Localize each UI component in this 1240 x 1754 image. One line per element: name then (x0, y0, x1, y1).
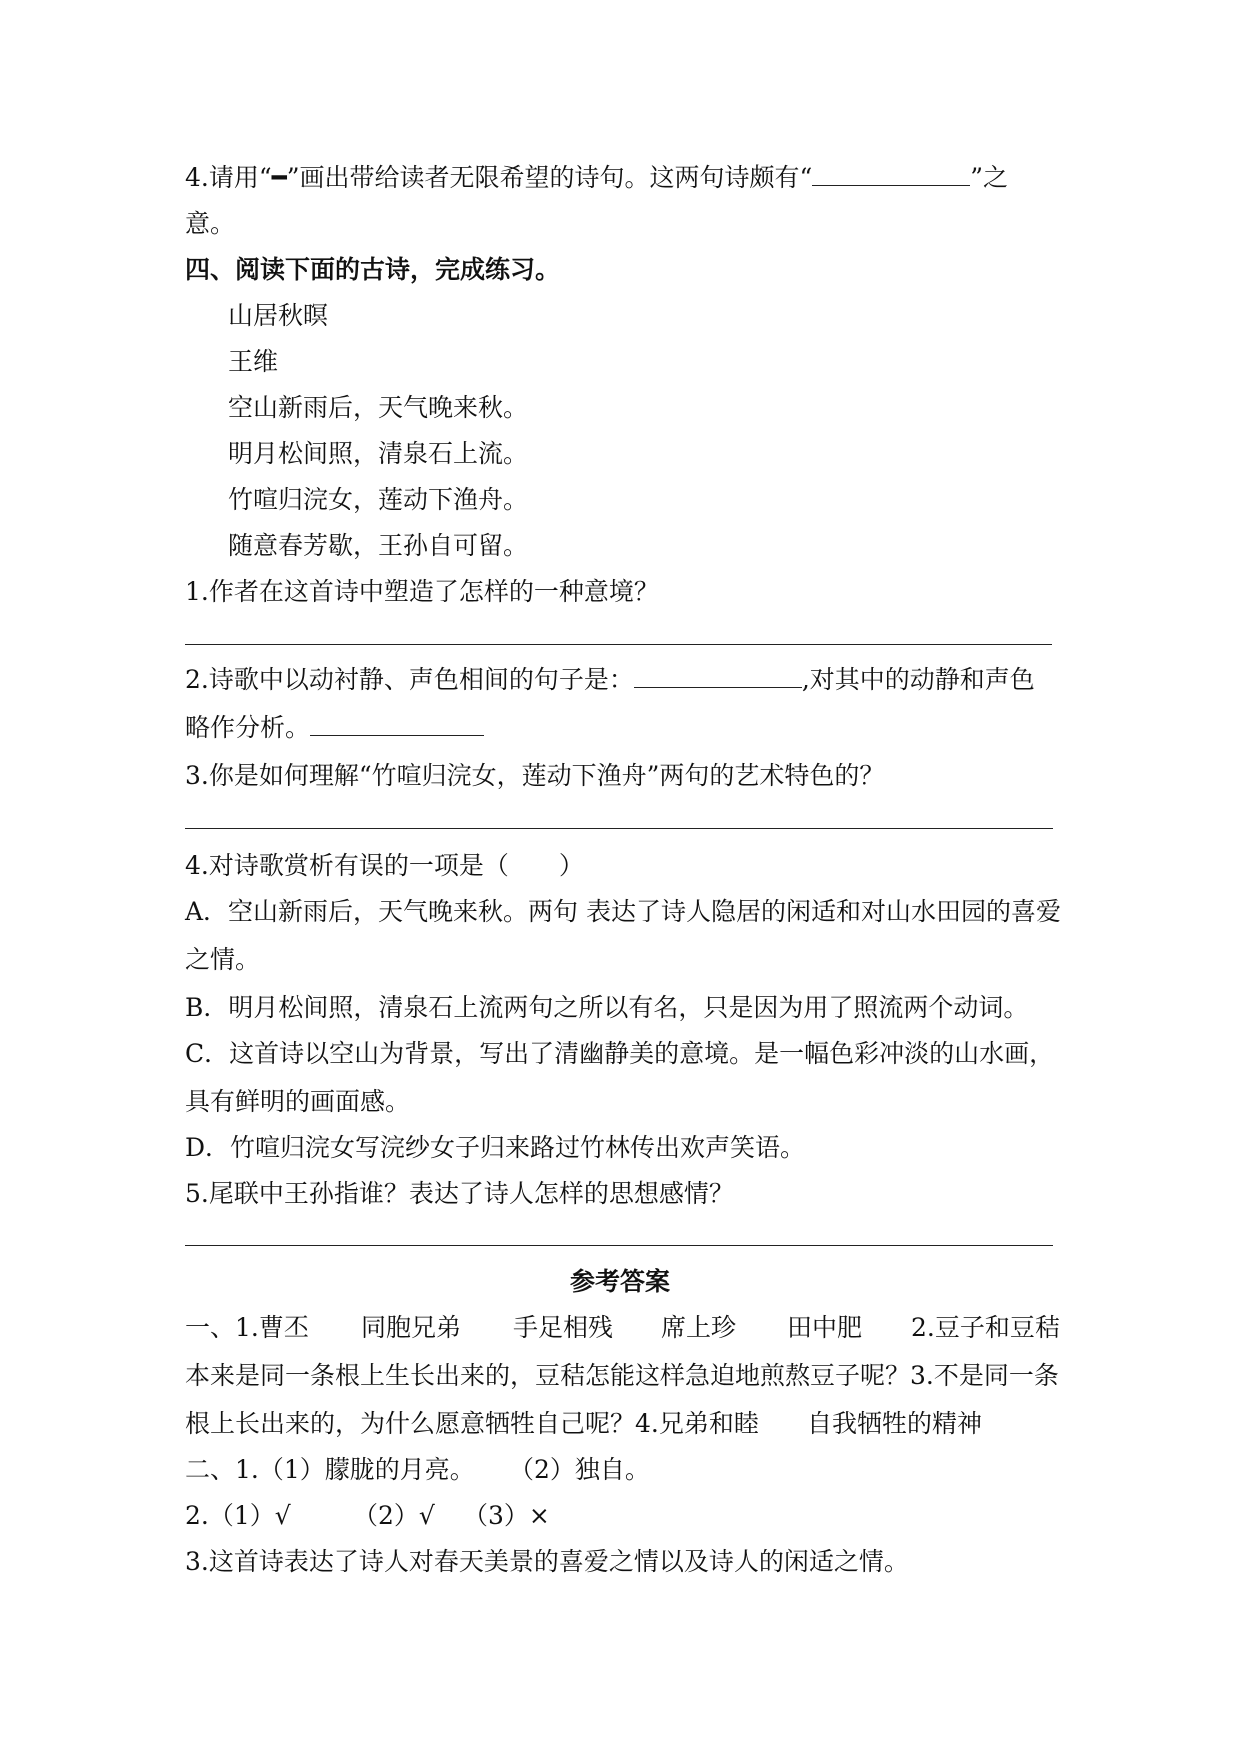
answer-1-part-4: 席上珍 (661, 1313, 737, 1342)
q2-answer-blank-1[interactable] (634, 665, 802, 688)
poem-line-3: 竹喧归浣女，莲动下渔舟。 (228, 485, 529, 514)
answer-2-item-1 (185, 1454, 650, 1486)
poem-title: 山居秋暝 (228, 301, 329, 330)
answer-1-part-3: 手足相残 (513, 1313, 614, 1342)
answer-line-q5[interactable] (185, 1245, 1053, 1246)
answer-2-item-2 (185, 1500, 550, 1532)
question-3: 3.你是如何理解“竹喧归浣女，莲动下渔舟”两句的艺术特色的？ (185, 761, 885, 790)
option-c-line2: 具有鲜明的画面感。 (185, 1087, 411, 1116)
answer-2-1-part-2: （2）独自。 (509, 1455, 650, 1484)
q4-text-end: ”之 (970, 163, 1009, 192)
answer-2-item-3: 3.这首诗表达了诗人对春天美景的喜爱之情以及诗人的闲适之情。 (185, 1547, 909, 1576)
q4-text-middle: ”画出带给读者无限希望的诗句。这两句诗颇有“ (286, 163, 813, 192)
option-a-line1: A．空山新雨后，天气晚来秋。两句 表达了诗人隐居的闲适和对山水田园的喜爱 (185, 897, 1062, 926)
answer-2-2-part-3: （3）× (463, 1501, 550, 1530)
question-2-line1 (185, 664, 1035, 696)
poem-line-1: 空山新雨后，天气晚来秋。 (228, 393, 529, 422)
poem-line-2: 明月松间照，清泉石上流。 (228, 439, 529, 468)
poem-author: 王维 (228, 347, 279, 376)
question-4: 4.对诗歌赏析有误的一项是（ ） (185, 851, 584, 880)
option-b: B．明月松间照，清泉石上流两句之所以有名，只是因为用了照流两个动词。 (185, 993, 1029, 1022)
answer-1-line3-start: 根上长出来的，为什么愿意牺牲自己呢？4.兄弟和睦 (185, 1409, 759, 1438)
option-c-line1: C．这首诗以空山为背景，写出了清幽静美的意境。是一幅色彩冲淡的山水画， (185, 1039, 1055, 1068)
answer-2-2-part-2: （2）√ (353, 1501, 435, 1530)
part3-question-4-line1 (185, 162, 1008, 194)
q2-text-end: ,对其中的动静和声色 (801, 665, 1035, 694)
answer-line-q1[interactable] (185, 644, 1052, 645)
answer-1-part-2: 同胞兄弟 (361, 1313, 462, 1342)
part3-question-4-line2: 意。 (185, 209, 236, 238)
answer-2-2-part-1: 2.（1）√ (185, 1501, 291, 1530)
question-2-line2 (185, 712, 484, 744)
section-4-heading: 四、阅读下面的古诗，完成练习。 (185, 255, 561, 284)
poem-line-4: 随意春芳歇，王孙自可留。 (228, 531, 529, 560)
question-1: 1.作者在这首诗中塑造了怎样的一种意境？ (185, 577, 659, 606)
q4-answer-blank[interactable] (812, 163, 970, 186)
answer-1-line3-end: 自我牺牲的精神 (807, 1409, 983, 1438)
answer-line-q3[interactable] (185, 828, 1053, 829)
question-5: 5.尾联中王孙指谁？表达了诗人怎样的思想感情？ (185, 1179, 734, 1208)
answer-1-line1 (185, 1312, 1060, 1344)
answer-1-part-6: 2.豆子和豆秸 (911, 1313, 1060, 1342)
answer-1-line2: 本来是同一条根上生长出来的，豆秸怎能这样急迫地煎熬豆子呢？3.不是同一条 (185, 1361, 1059, 1390)
answer-2-1-part-1: 二、1.（1）朦胧的月亮。 (185, 1455, 475, 1484)
option-d: D．竹喧归浣女写浣纱女子归来路过竹林传出欢声笑语。 (185, 1133, 806, 1162)
answer-1-line3 (185, 1408, 982, 1440)
q2-text-line2: 略作分析。 (185, 713, 311, 742)
answer-1-part-5: 田中肥 (787, 1313, 863, 1342)
underline-mark-symbol: ━ (271, 163, 287, 192)
answer-1-part-1: 一、1.曹丕 (185, 1313, 309, 1342)
answers-heading: 参考答案 (569, 1267, 670, 1296)
q2-answer-blank-2[interactable] (310, 713, 484, 736)
q4-text-start: 4.请用“ (185, 163, 272, 192)
q2-text-start: 2.诗歌中以动衬静、声色相间的句子是： (185, 665, 634, 694)
option-a-line2: 之情。 (185, 945, 261, 974)
